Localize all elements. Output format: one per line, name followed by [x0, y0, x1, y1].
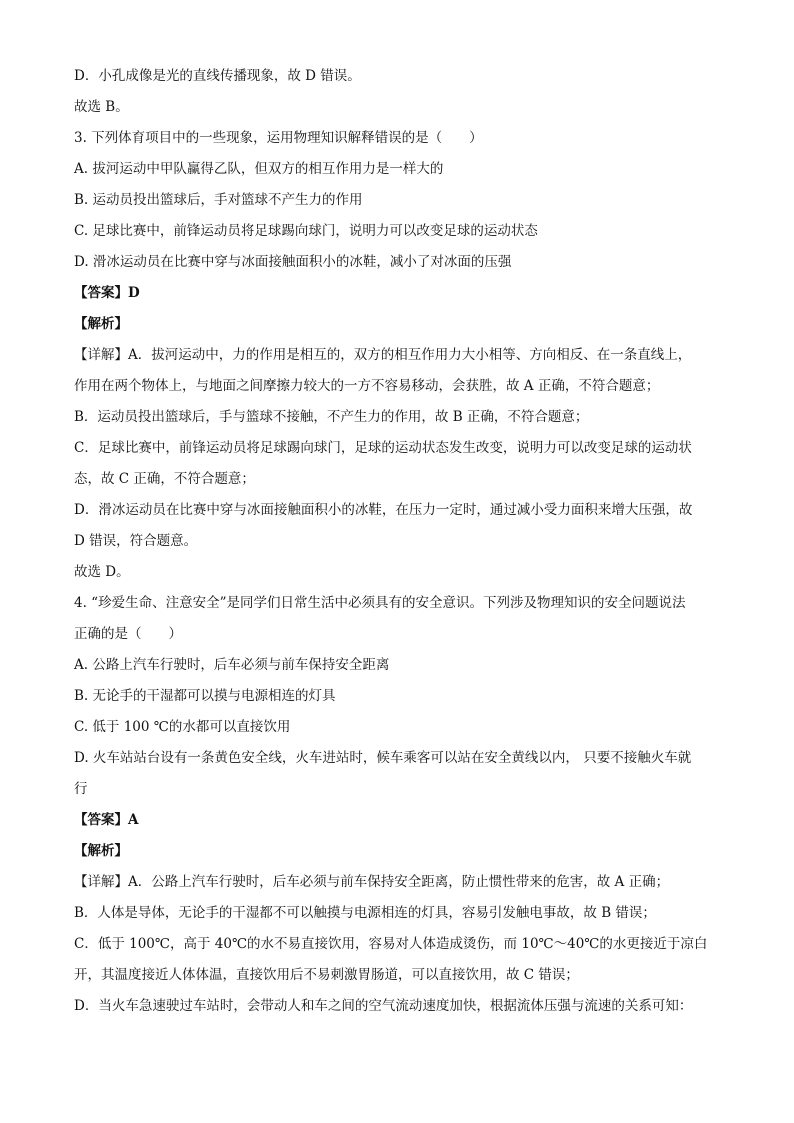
- option-a: A. 拔河运动中甲队赢得乙队，但双方的相互作用力是一样大的: [74, 161, 444, 177]
- question-4: 正确的是（ ）: [74, 626, 182, 642]
- detail-text: C．足球比赛中，前锋运动员将足球踢向球门，足球的运动状态发生改变，说明力可以改变足球的运动状: [74, 440, 692, 456]
- option-d: D. 滑冰运动员在比赛中穿与冰面接触面积小的冰鞋，减小了对冰面的压强: [74, 254, 512, 270]
- answer-label: 【答案】D: [74, 285, 140, 301]
- analysis-label: 【解析】: [74, 843, 128, 859]
- detail-text: B．运动员投出篮球后，手与篮球不接触，不产生力的作用，故 B 正确，不符合题意；: [74, 409, 589, 425]
- detail-text: C．低于 100℃，高于 40℃的水不易直接饮用，容易对人体造成烫伤，而 10℃～40℃的水更接近于凉白: [74, 936, 708, 952]
- question-4: 4. “珍爱生命、注意安全”是同学们日常生活中必须具有的安全意识。下列涉及物理知识的安全问题说法: [74, 595, 686, 611]
- text-line: 故选 D。: [74, 564, 130, 580]
- answer-label: 【答案】A: [74, 812, 139, 828]
- option-a: A. 公路上汽车行驶时，后车必须与前车保持安全距离: [74, 657, 390, 673]
- text-line: D．小孔成像是光的直线传播现象，故 D 错误。: [74, 68, 361, 84]
- analysis-label: 【解析】: [74, 316, 128, 332]
- detail-text: D．当火车急速驶过车站时，会带动人和车之间的空气流动速度加快，根据流体压强与流速的关系可知：: [74, 998, 693, 1014]
- detail-text: 【详解】A．拔河运动中，力的作用是相互的，双方的相互作用力大小相等、方向相反、在一条直线上，: [74, 347, 692, 363]
- option-b: B. 运动员投出篮球后，手对篮球不产生力的作用: [74, 192, 363, 208]
- detail-text: 【详解】A．公路上汽车行驶时，后车必须与前车保持安全距离，防止惯性带来的危害，故 A 正确；: [74, 874, 670, 890]
- text-line: 故选 B。: [74, 99, 129, 115]
- detail-text: 作用在两个物体上，与地面之间摩擦力较大的一方不容易移动，会获胜，故 A 正确，不符合题意；: [74, 378, 660, 394]
- option-c: C. 低于 100 ℃的水都可以直接饮用: [74, 719, 291, 735]
- detail-text: D 错误，符合题意。: [74, 533, 198, 549]
- detail-text: B．人体是导体，无论手的干湿都不可以触摸与电源相连的灯具，容易引发触电事故，故 B 错误；: [74, 905, 656, 921]
- option-c: C. 足球比赛中，前锋运动员将足球踢向球门，说明力可以改变足球的运动状态: [74, 223, 538, 239]
- option-b: B. 无论手的干湿都可以摸与电源相连的灯具: [74, 688, 336, 704]
- question-3: 3. 下列体育项目中的一些现象，运用物理知识解释错误的是（ ）: [74, 130, 483, 146]
- detail-text: D．滑冰运动员在比赛中穿与冰面接触面积小的冰鞋，在压力一定时，通过减小受力面积来增大压强，故: [74, 502, 693, 518]
- option-d: D. 火车站站台设有一条黄色安全线，火车进站时，候车乘客可以站在安全黄线以内， 只要不接触火车就: [74, 750, 692, 766]
- detail-text: 开，其温度接近人体体温，直接饮用后不易刺激胃肠道，可以直接饮用，故 C 错误；: [74, 967, 579, 983]
- detail-text: 态，故 C 正确，不符合题意；: [74, 471, 255, 487]
- option-d: 行: [74, 781, 88, 797]
